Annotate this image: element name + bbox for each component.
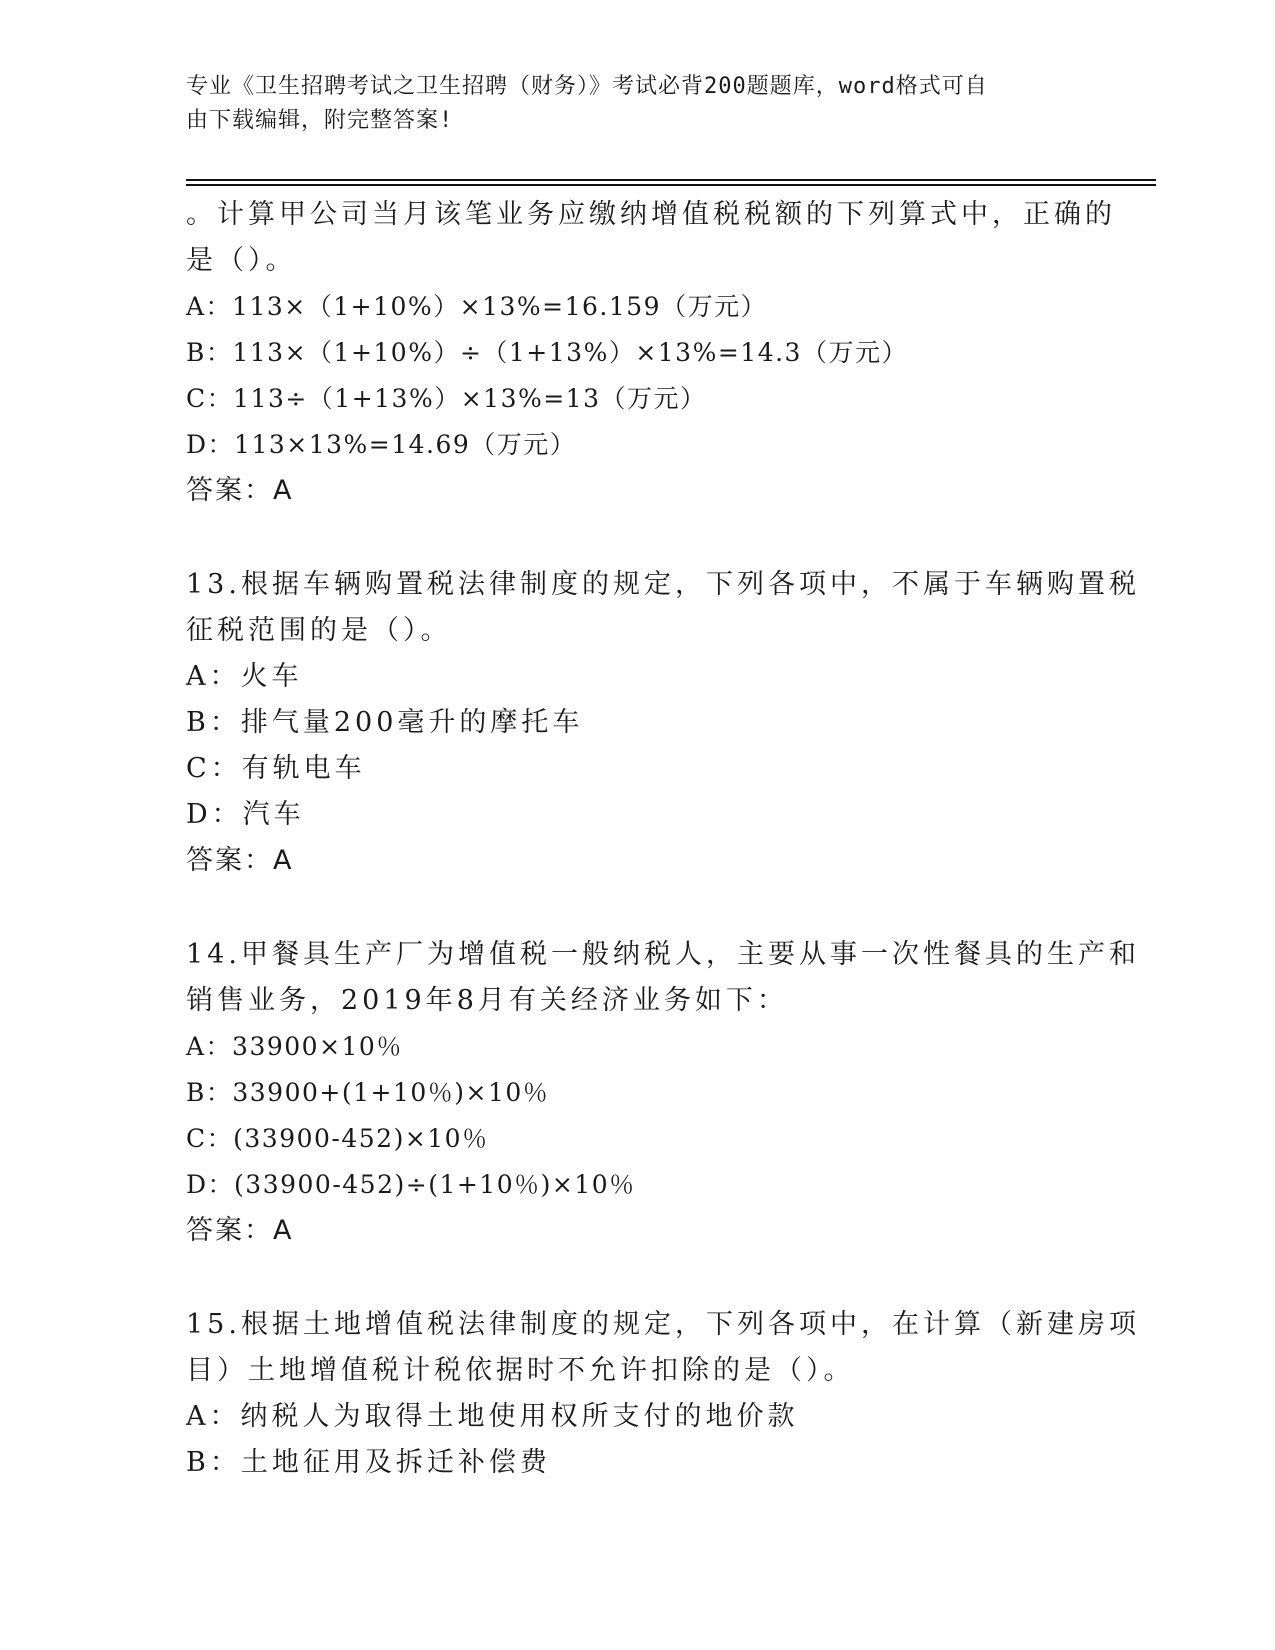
question-15 (186, 1302, 1140, 1486)
question-stem: 13.根据车辆购置税法律制度的规定，下列各项中，不属于车辆购置税 (186, 569, 1140, 600)
option-c: C：有轨电车 (186, 753, 366, 784)
header-line-2: 由下载编辑，附完整答案! (186, 108, 454, 133)
answer: 答案：A (186, 845, 294, 876)
option-c: C：113÷（1+13%）×13%=13（万元） (186, 384, 707, 413)
question-stem: 15.根据土地增值税法律制度的规定，下列各项中，在计算（新建房项 (186, 1309, 1140, 1340)
question-stem-continued: 是（）。 (186, 245, 297, 276)
document-body (186, 192, 1140, 1486)
question-stem-continued: 目）土地增值税计税依据时不允许扣除的是（）。 (186, 1355, 855, 1386)
option-d: D：汽车 (186, 799, 305, 830)
question-13 (186, 562, 1140, 884)
question-spacer (186, 514, 1086, 562)
answer: 答案：A (186, 1215, 294, 1246)
option-d: D：113×13%=14.69（万元） (186, 430, 577, 459)
option-a: A：纳税人为取得土地使用权所支付的地价款 (186, 1401, 799, 1432)
question-spacer (186, 1254, 1086, 1302)
question-spacer (186, 884, 1086, 932)
question-14 (186, 932, 1140, 1254)
option-d: D：(33900-452)÷(1+10％)×10％ (186, 1170, 636, 1199)
option-b: B：土地征用及拆迁补偿费 (186, 1447, 551, 1478)
header-divider-top (186, 179, 1156, 181)
header-divider-bottom (186, 184, 1156, 186)
question-stem: 。计算甲公司当月该笔业务应缴纳增值税税额的下列算式中，正确的 (186, 199, 1116, 230)
question-stem-continued: 征税范围的是（）。 (186, 615, 452, 646)
question-stem-continued: 销售业务，2019年8月有关经济业务如下： (186, 985, 788, 1016)
question-stem: 14.甲餐具生产厂为增值税一般纳税人，主要从事一次性餐具的生产和 (186, 939, 1140, 970)
option-a: A：113×（1+10%）×13%=16.159（万元） (186, 292, 768, 321)
option-a: A：33900×10％ (186, 1032, 403, 1061)
option-b: B：113×（1+10%）÷（1+13%）×13%=14.3（万元） (186, 338, 908, 367)
option-c: C：(33900-452)×10％ (186, 1124, 489, 1153)
question-12 (186, 192, 1116, 514)
option-b: B：33900+(1+10％)×10％ (186, 1078, 550, 1107)
document-header (186, 70, 1066, 138)
header-line-1: 专业《卫生招聘考试之卫生招聘（财务）》考试必背200题题库，word格式可自 (186, 74, 988, 99)
option-a: A：火车 (186, 661, 303, 692)
option-b: B：排气量200毫升的摩托车 (186, 707, 584, 738)
answer: 答案：A (186, 475, 294, 506)
